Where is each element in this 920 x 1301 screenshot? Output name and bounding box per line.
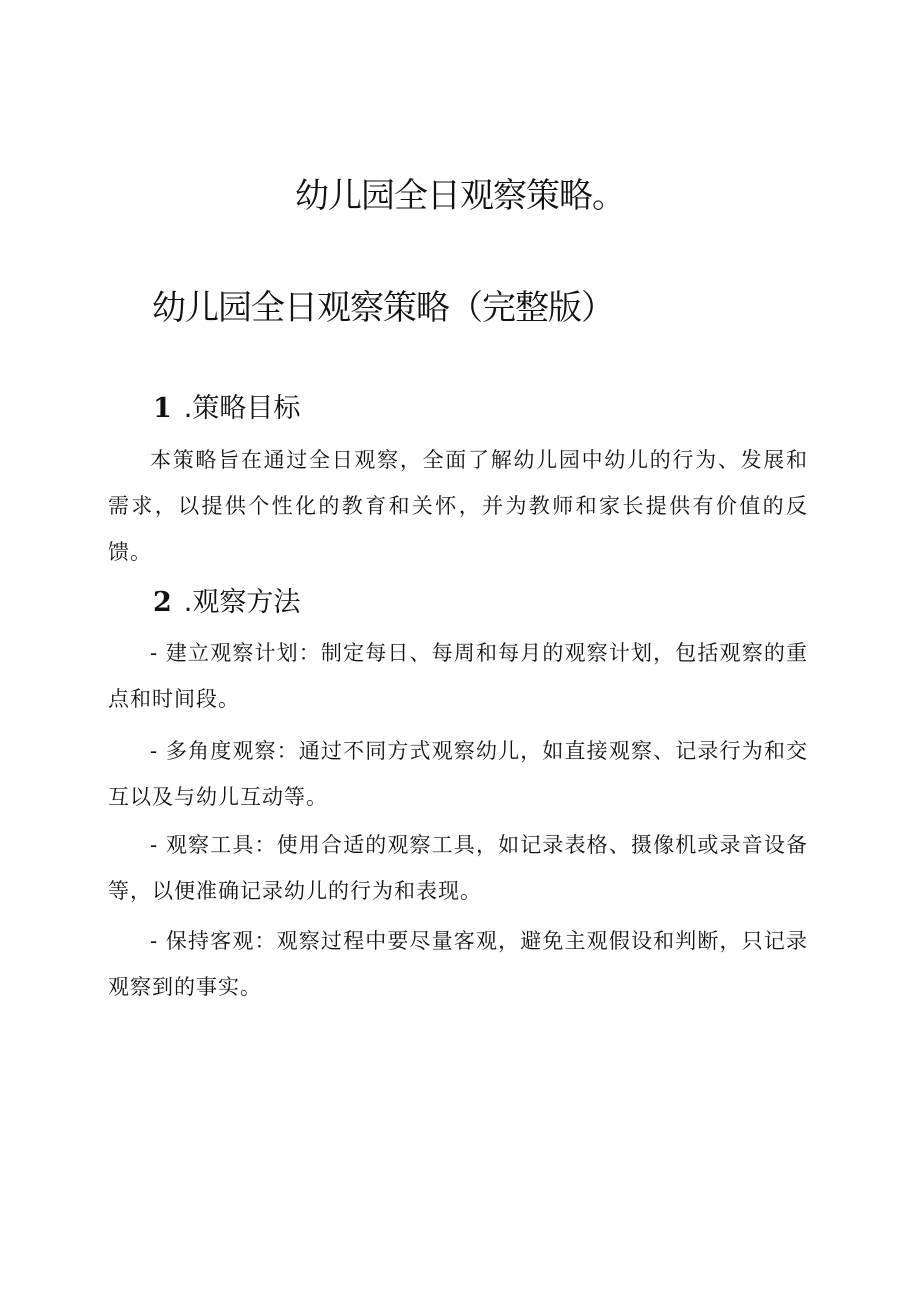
paragraph-stay-objective: - 保持客观：观察过程中要尽量客观，避免主观假设和判断，只记录观察到的事实。 [108, 929, 808, 999]
paragraph-multi-angle: - 多角度观察：通过不同方式观察幼儿，如直接观察、记录行为和交互以及与幼儿互动等。 [108, 739, 808, 809]
document-subtitle: 幼儿园全日观察策略（完整版） [152, 288, 614, 328]
section-heading-2 [153, 585, 300, 621]
section-number: 1 [153, 393, 172, 424]
section-number: 2 [153, 587, 172, 618]
document-title: 幼儿园全日观察策略。 [295, 176, 625, 216]
section-title: .策略目标 [183, 393, 301, 424]
paragraph-observation-tools: - 观察工具：使用合适的观察工具，如记录表格、摄像机或录音设备等，以便准确记录幼儿的行为和表现。 [108, 833, 808, 903]
paragraph-goal: 本策略旨在通过全日观察，全面了解幼儿园中幼儿的行为、发展和需求，以提供个性化的教育和关怀，并为教师和家长提供有价值的反馈。 [108, 448, 808, 564]
section-title: .观察方法 [183, 587, 301, 618]
section-heading-1 [153, 391, 300, 427]
paragraph-observation-plan: - 建立观察计划：制定每日、每周和每月的观察计划，包括观察的重点和时间段。 [108, 641, 808, 711]
